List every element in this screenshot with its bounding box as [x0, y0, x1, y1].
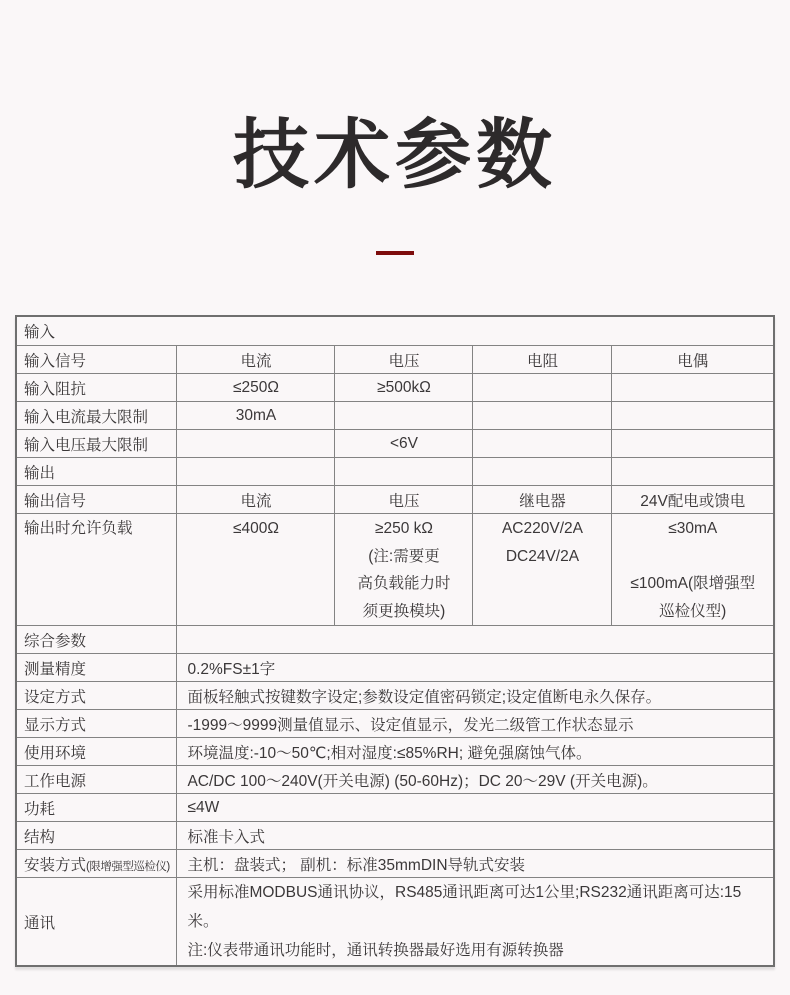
value-cell: ≤250Ω — [177, 374, 335, 402]
value-cell — [177, 458, 335, 486]
row-communication — [16, 878, 774, 967]
value-cell — [473, 430, 612, 458]
value-cell: AC/DC 100～240V(开关电源) (50-60Hz)；DC 20～29V (开关电源)。 — [177, 766, 774, 794]
value-cell: 采用标准MODBUS通讯协议，RS485通讯距离可达1公里;RS232通讯距离可达:15米。 注:仪表带通讯功能时，通讯转换器最好选用有源转换器 — [177, 878, 774, 967]
value-cell — [473, 374, 612, 402]
row-label-cell: 结构 — [16, 822, 177, 850]
row-label-cell: 设定方式 — [16, 682, 177, 710]
row-input-section — [16, 316, 774, 346]
row-label-cell: 输出信号 — [16, 486, 177, 514]
value-cell — [177, 430, 335, 458]
cell-thermocouple: 电偶 — [612, 346, 774, 374]
value-cell — [473, 402, 612, 430]
value-cell: 面板轻触式按键数字设定;参数设定值密码锁定;设定值断电永久保存。 — [177, 682, 774, 710]
value-cell: ≤400Ω — [177, 514, 335, 626]
value-cell: 30mA — [177, 402, 335, 430]
page-title: 技术参数 — [233, 113, 557, 198]
row-input-signal — [16, 346, 774, 374]
section-header: 输出 — [16, 458, 177, 486]
row-label-cell: 工作电源 — [16, 766, 177, 794]
row-label-cell: 测量精度 — [16, 654, 177, 682]
row-label-cell: 通讯 — [16, 878, 177, 967]
row-label-cell: 功耗 — [16, 794, 177, 822]
row-label-cell: 输出时允许负载 — [16, 514, 177, 626]
row-label-cell — [16, 850, 177, 878]
row-operating-environment — [16, 738, 774, 766]
row-general-params-section — [16, 626, 774, 654]
row-display-method — [16, 710, 774, 738]
section-header: 综合参数 — [16, 626, 177, 654]
value-cell — [612, 430, 774, 458]
row-input-impedance — [16, 374, 774, 402]
cell-voltage: 电压 — [335, 346, 473, 374]
row-label-cell: 使用环境 — [16, 738, 177, 766]
row-label-cell: 输入电流最大限制 — [16, 402, 177, 430]
cell-relay: 继电器 — [473, 486, 612, 514]
value-cell: AC220V/2A DC24V/2A — [473, 514, 612, 626]
row-input-current-limit — [16, 402, 774, 430]
row-output-section — [16, 458, 774, 486]
section-header: 输入 — [16, 316, 774, 346]
row-label-cell: 输入信号 — [16, 346, 177, 374]
value-cell — [473, 458, 612, 486]
cell-resistance: 电阻 — [473, 346, 612, 374]
title-underline — [376, 251, 414, 255]
value-cell: 主机：盘装式； 副机：标准35mmDIN导轨式安装 — [177, 850, 774, 878]
cell-current: 电流 — [177, 346, 335, 374]
value-cell: ≥500kΩ — [335, 374, 473, 402]
value-cell — [612, 402, 774, 430]
row-setting-method — [16, 682, 774, 710]
value-cell: 0.2%FS±1字 — [177, 654, 774, 682]
row-output-signal — [16, 486, 774, 514]
value-cell: ≤30mA ≤100mA(限增强型 巡检仪型) — [612, 514, 774, 626]
value-cell: 环境温度:-10～50℃;相对湿度:≤85%RH; 避免强腐蚀气体。 — [177, 738, 774, 766]
row-accuracy — [16, 654, 774, 682]
value-cell — [612, 374, 774, 402]
row-label-cell: 输入阻抗 — [16, 374, 177, 402]
value-cell — [335, 402, 473, 430]
row-power-supply — [16, 766, 774, 794]
value-cell: 标准卡入式 — [177, 822, 774, 850]
value-cell: <6V — [335, 430, 473, 458]
cell-24v-feed: 24V配电或馈电 — [612, 486, 774, 514]
cell-voltage: 电压 — [335, 486, 473, 514]
row-label-cell: 输入电压最大限制 — [16, 430, 177, 458]
row-label-cell: 显示方式 — [16, 710, 177, 738]
value-cell: ≥250 kΩ (注:需要更 高负载能力时 须更换模块) — [335, 514, 473, 626]
mounting-label-note: (限增强型巡检仪) — [85, 860, 170, 873]
value-cell — [177, 626, 774, 654]
value-cell — [612, 458, 774, 486]
value-cell: ≤4W — [177, 794, 774, 822]
row-output-load — [16, 514, 774, 626]
value-cell: -1999～9999测量值显示、设定值显示，发光二级管工作状态显示 — [177, 710, 774, 738]
row-mounting — [16, 850, 774, 878]
row-structure — [16, 822, 774, 850]
mounting-label: 安装方式 — [23, 856, 86, 874]
value-cell — [335, 458, 473, 486]
cell-current: 电流 — [177, 486, 335, 514]
row-power-consumption — [16, 794, 774, 822]
row-input-voltage-limit — [16, 430, 774, 458]
technical-parameters-table — [15, 315, 775, 967]
